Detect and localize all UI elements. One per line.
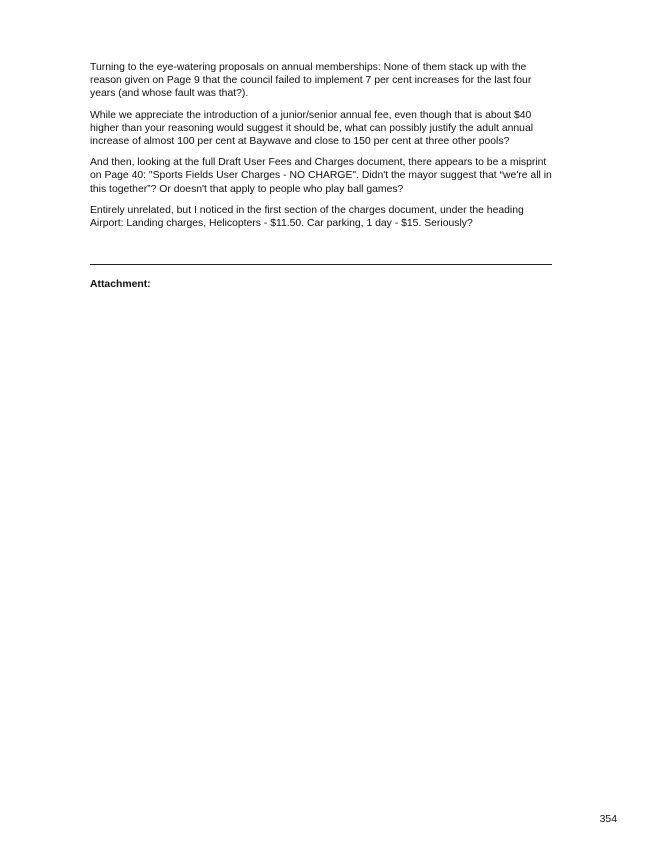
- paragraph-misprint: And then, looking at the full Draft User Fees and Charges document, there appears to be a misprint on Page 40: "Sports Fields User Charges - NO CHARGE". Didn't the mayor suggest that “we're all in this together”? Or doesn't that apply to people who play ball games?: [90, 157, 552, 195]
- paragraph-memberships: Turning to the eye-watering proposals on annual memberships: None of them stack up with the reason given on Page 9 that the council failed to implement 7 per cent increases for the last four years (and whose fault was that?).: [90, 62, 532, 100]
- paragraph-airport-charges: Entirely unrelated, but I noticed in the first section of the charges document, under the heading Airport: Landing charges, Helicopters - $11.50. Car parking, 1 day - $15. Seriously?: [90, 204, 524, 230]
- letter-body: [90, 61, 552, 238]
- horizontal-divider: [90, 264, 552, 265]
- page-number: 354: [599, 814, 617, 825]
- attachment-heading: Attachment:: [90, 279, 151, 290]
- paragraph-annual-fee: While we appreciate the introduction of a junior/senior annual fee, even though that is about $40 higher than your reasoning would suggest it should be, what can possibly justify the adult annual increase of almost 100 per cent at Baywave and close to 150 per cent at three other pools?: [90, 109, 534, 148]
